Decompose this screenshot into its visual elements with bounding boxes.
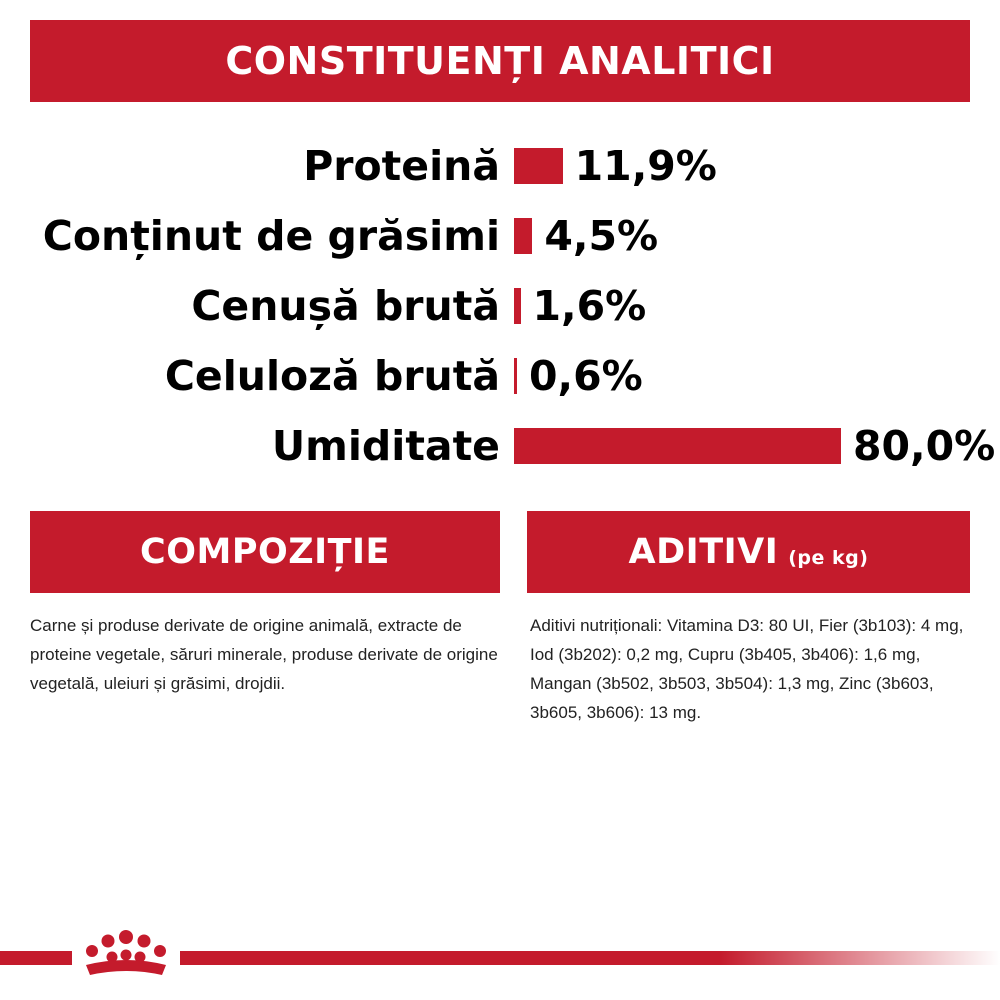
bar-label-3: Celuloză brută — [164, 352, 500, 400]
composition-title: COMPOZIȚIE — [140, 532, 390, 572]
bar-1 — [514, 218, 532, 254]
bar-value-0: 11,9% — [574, 142, 717, 190]
bar-label-2: Cenușă brută — [191, 282, 500, 330]
bar-label-4: Umiditate — [271, 422, 500, 470]
bar-0 — [514, 148, 563, 184]
bar-value-1: 4,5% — [544, 212, 659, 260]
bar-2 — [514, 288, 521, 324]
composition-text: Carne și produse derivate de origine animală, extracte de proteine vegetale, săruri minerale, produse derivate de origine vegetală, uleiuri și grăsimi, drojdii. — [30, 616, 498, 693]
crown-logo-icon — [72, 925, 180, 985]
analytical-constituents-banner — [30, 20, 970, 102]
bar-value-4: 80,0% — [853, 422, 996, 470]
additives-subtitle: (pe kg) — [788, 547, 869, 569]
bar-label-0: Proteină — [303, 142, 500, 190]
bar-4 — [514, 428, 841, 464]
additives-banner — [527, 511, 970, 593]
bar-value-2: 1,6% — [532, 282, 647, 330]
bar-3 — [514, 358, 517, 394]
analytical-constituents-title: CONSTITUENȚI ANALITICI — [225, 39, 775, 83]
bar-value-3: 0,6% — [529, 352, 643, 400]
bar-label-1: Conținut de grăsimi — [42, 212, 500, 260]
composition-banner — [30, 511, 500, 593]
additives-title: ADITIVI — [628, 532, 779, 572]
additives-text: Aditivi nutriționali: Vitamina D3: 80 UI, Fier (3b103): 4 mg, Iod (3b202): 0,2 mg, Cupru (3b405, 3b406): 1,6 mg, Mangan (3b502, 3b503, 3b504): 1,3 mg, Zinc (3b603, 3b605, 3b606): 13 mg. — [530, 616, 964, 722]
